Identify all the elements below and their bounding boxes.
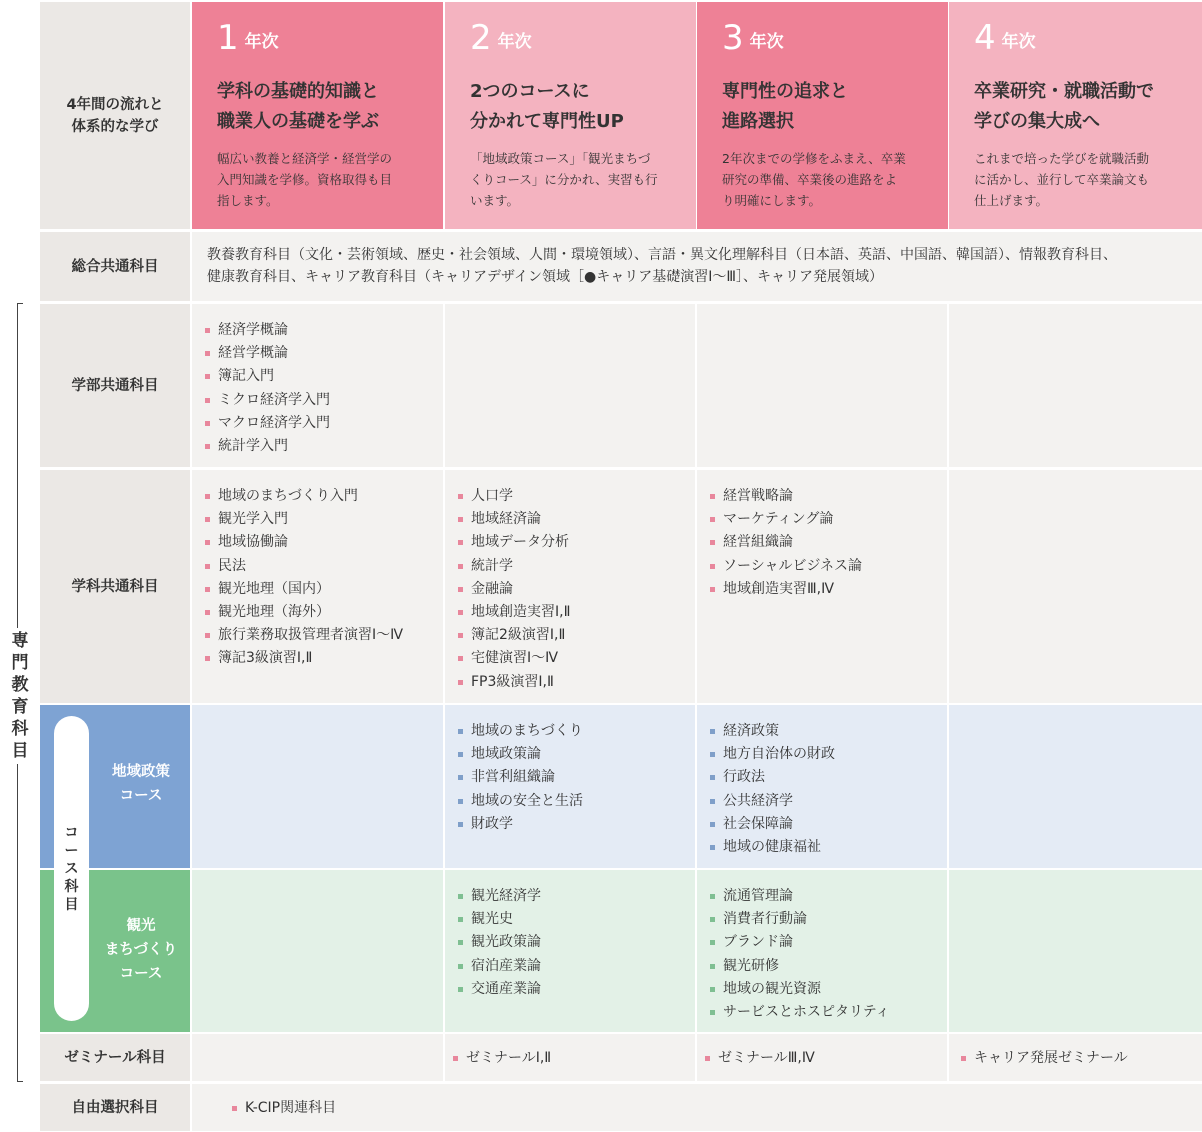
seminar-year1 [192, 1034, 443, 1081]
list-item: 地域の観光資源 [710, 978, 947, 1001]
list-item: 地域のまちづくり入門 [205, 485, 443, 508]
course-list [697, 870, 947, 1024]
course-list [192, 1084, 1202, 1120]
list-item: 地域経済論 [458, 508, 695, 531]
year-title: 2つのコースに 分かれて専門性UP [470, 81, 624, 132]
policy-year2 [445, 705, 695, 868]
list-item: 宅健演習Ⅰ〜Ⅳ [458, 647, 695, 670]
year-title: 卒業研究・就職活動で 学びの集大成へ [974, 81, 1154, 132]
course-list [445, 870, 695, 1001]
gakka-year4 [949, 470, 1202, 703]
list-item: K-CIP関連科目 [232, 1097, 1202, 1120]
list-item: 地域政策論 [458, 743, 695, 766]
list-item: 観光経済学 [458, 885, 695, 908]
tourism-year4 [949, 870, 1202, 1032]
list-item: ゼミナールⅠ,Ⅱ [453, 1047, 695, 1070]
year-description: これまで培った学びを就職活動 に活かし、並行して卒業論文も 仕上げます。 [974, 151, 1150, 208]
tourism-year3 [697, 870, 947, 1032]
course-list [445, 470, 695, 694]
course-list [949, 1034, 1202, 1070]
list-item: 観光史 [458, 908, 695, 931]
list-item: 簿記入門 [205, 365, 443, 388]
list-item: マクロ経済学入門 [205, 412, 443, 435]
list-item: 観光地理（国内） [205, 578, 443, 601]
year-1-header: 1 年次 学科の基礎的知識と 職業人の基礎を学ぶ 幅広い教養と経済学・経営学の 入門知識を学修。資格取得も目 指します。 [192, 2, 443, 229]
tourism-year1 [192, 870, 443, 1032]
list-item: 行政法 [710, 766, 947, 789]
list-item: 旅行業務取扱管理者演習Ⅰ〜Ⅳ [205, 624, 443, 647]
gakka-year1 [192, 470, 443, 703]
list-item: 民法 [205, 555, 443, 578]
list-item: サービスとホスピタリティ [710, 1001, 947, 1024]
list-item: 経済政策 [710, 720, 947, 743]
year-description: 「地域政策コース」「観光まちづ くりコース」に分かれ、実習も行 います。 [470, 151, 658, 208]
gakka-year3 [697, 470, 947, 703]
list-item: 金融論 [458, 578, 695, 601]
jiyu-label: 自由選択科目 [40, 1084, 190, 1131]
course-list [697, 1034, 947, 1070]
year-number: 2 [470, 18, 492, 58]
list-item: 地域の安全と生活 [458, 790, 695, 813]
list-item: 地域の健康福祉 [710, 836, 947, 859]
gakubu-year1 [192, 304, 443, 467]
course-list [192, 304, 443, 458]
seminar-label: ゼミナール科目 [40, 1034, 190, 1081]
policy-year3 [697, 705, 947, 868]
list-item: 地方自治体の財政 [710, 743, 947, 766]
policy-year1 [192, 705, 443, 868]
list-item: 地域協働論 [205, 531, 443, 554]
sogo-label: 総合共通科目 [40, 232, 190, 301]
policy-year4 [949, 705, 1202, 868]
gakubu-year4 [949, 304, 1202, 467]
list-item: 流通管理論 [710, 885, 947, 908]
gakka-year2 [445, 470, 695, 703]
tourism-year2 [445, 870, 695, 1032]
year-number: 3 [722, 18, 744, 58]
list-item: 公共経済学 [710, 790, 947, 813]
list-item: 地域創造実習Ⅲ,Ⅳ [710, 578, 947, 601]
year-number: 1 [217, 18, 239, 58]
year-description: 2年次までの学修をふまえ、卒業 研究の準備、卒業後の進路をよ り明確にします。 [722, 151, 906, 208]
gakka-label: 学科共通科目 [40, 470, 190, 703]
tourism-course-name: 観光 まちづくり コース [104, 918, 178, 982]
header-label: 4年間の流れと 体系的な学び [40, 2, 190, 229]
list-item: ブランド論 [710, 931, 947, 954]
year-number: 4 [974, 18, 996, 58]
course-list [697, 470, 947, 601]
list-item: 観光学入門 [205, 508, 443, 531]
year-title: 学科の基礎的知識と 職業人の基礎を学ぶ [217, 81, 379, 132]
year-description: 幅広い教養と経済学・経営学の 入門知識を学修。資格取得も目 指します。 [217, 151, 393, 208]
list-item: FP3級演習Ⅰ,Ⅱ [458, 671, 695, 694]
senmon-kyoiku-label: 専 門 教 育 科 目 [7, 628, 33, 764]
list-item: 交通産業論 [458, 978, 695, 1001]
sogo-text: 教養教育科目（文化・芸術領域、歴史・社会領域、人間・環境領域）、言語・異文化理解科目（日本語、英語、中国語、韓国語）、情報教育科目、 健康教育科目、キャリア教育科目（キャリアデザイン領域［●キャリア基礎演習Ⅰ〜Ⅲ］、キャリア発展領域） [207, 247, 1117, 285]
list-item: 経営戦略論 [710, 485, 947, 508]
list-item: 簿記2級演習Ⅰ,Ⅱ [458, 624, 695, 647]
list-item: 統計学入門 [205, 435, 443, 458]
year-2-header: 2 年次 2つのコースに 分かれて専門性UP 「地域政策コース」「観光まちづ くりコース」に分かれ、実習も行 います。 [445, 2, 696, 229]
course-list [445, 705, 695, 836]
course-list [192, 470, 443, 671]
course-list [697, 705, 947, 859]
list-item: 非営利組織論 [458, 766, 695, 789]
course-kamoku-label: コ ー ス 科 目 [54, 716, 89, 1021]
list-item: 観光政策論 [458, 931, 695, 954]
list-item: キャリア発展ゼミナール [961, 1047, 1202, 1070]
gakubu-year3 [697, 304, 947, 467]
list-item: 観光研修 [710, 955, 947, 978]
list-item: 簿記3級演習Ⅰ,Ⅱ [205, 647, 443, 670]
seminar-year3 [697, 1034, 947, 1081]
list-item: 人口学 [458, 485, 695, 508]
list-item: 地域データ分析 [458, 531, 695, 554]
list-item: 経営組織論 [710, 531, 947, 554]
seminar-year2 [445, 1034, 695, 1081]
list-item: 観光地理（海外） [205, 601, 443, 624]
list-item: ミクロ経済学入門 [205, 389, 443, 412]
course-list [445, 1034, 695, 1070]
year-4-header: 4 年次 卒業研究・就職活動で 学びの集大成へ これまで培った学びを就職活動 に活かし、並行して卒業論文も 仕上げます。 [949, 2, 1202, 229]
list-item: 財政学 [458, 813, 695, 836]
gakubu-label: 学部共通科目 [40, 304, 190, 467]
list-item: 地域創造実習Ⅰ,Ⅱ [458, 601, 695, 624]
list-item: マーケティング論 [710, 508, 947, 531]
list-item: 経営学概論 [205, 342, 443, 365]
list-item: ソーシャルビジネス論 [710, 555, 947, 578]
list-item: 宿泊産業論 [458, 955, 695, 978]
gakubu-year2 [445, 304, 695, 467]
seminar-year4 [949, 1034, 1202, 1081]
policy-course-name: 地域政策 コース [112, 764, 170, 804]
year-3-header: 3 年次 専門性の追求と 進路選択 2年次までの学修をふまえ、卒業 研究の準備、卒業後の進路をよ り明確にします。 [697, 2, 948, 229]
list-item: 統計学 [458, 555, 695, 578]
list-item: 消費者行動論 [710, 908, 947, 931]
list-item: 地域のまちづくり [458, 720, 695, 743]
list-item: ゼミナールⅢ,Ⅳ [705, 1047, 947, 1070]
jiyu-content [192, 1084, 1202, 1131]
list-item: 社会保障論 [710, 813, 947, 836]
year-title: 専門性の追求と 進路選択 [722, 81, 848, 132]
list-item: 経済学概論 [205, 319, 443, 342]
